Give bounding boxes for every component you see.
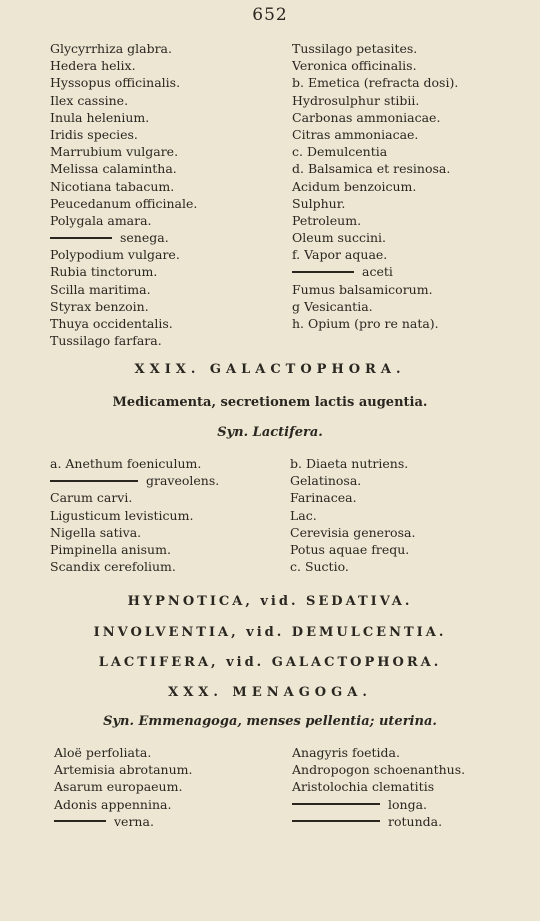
- list-item-text: d. Balsamica et resinosa.: [292, 161, 451, 177]
- list-item-text: verna.: [114, 813, 154, 829]
- list-item-text: Cerevisia generosa.: [290, 524, 416, 540]
- list-item-text: aceti: [362, 264, 393, 280]
- list-item: [50, 126, 197, 143]
- list-item: [50, 541, 219, 558]
- list-item-text: rotunda.: [388, 813, 443, 829]
- list-item-text: b. Emetica (refracta dosi).: [292, 75, 459, 91]
- list-item: [50, 246, 197, 263]
- list-item: [292, 57, 458, 74]
- list-item: [290, 489, 415, 506]
- list-item-text: c. Demulcentia: [292, 144, 388, 160]
- list-item: [292, 778, 465, 795]
- cross-ref-hypnotica: HYPNOTICA, vid. SEDATIVA.: [127, 594, 413, 609]
- list-item-text: Polypodium vulgare.: [50, 247, 180, 263]
- list-item: [50, 263, 197, 280]
- list-item: [290, 507, 415, 524]
- list-item-text: Ligusticum levisticum.: [50, 507, 194, 523]
- list-item-text: Anagyris foetida.: [292, 745, 400, 760]
- list-item-text: Tussilago petasites.: [292, 41, 418, 56]
- top-right-column: [292, 40, 458, 332]
- list-item-text: Ilex cassine.: [50, 92, 129, 108]
- list-item-text: c. Suctio.: [290, 559, 349, 575]
- section-30-left-column: [54, 744, 192, 830]
- list-item: [50, 109, 197, 126]
- list-item: [292, 178, 458, 195]
- section-29-subtitle: Medicamenta, secretionem lactis augentia.: [112, 395, 428, 410]
- list-item-text: Oleum succini.: [292, 230, 387, 246]
- list-item: [292, 126, 458, 143]
- list-item-text: Veronica officinalis.: [292, 58, 417, 74]
- list-item: [292, 212, 458, 229]
- list-item-text: Pimpinella anisum.: [50, 541, 171, 557]
- section-29-heading: XXIX. GALACTOPHORA.: [134, 362, 406, 377]
- page-number: 652: [252, 5, 288, 25]
- list-item: [290, 541, 415, 558]
- section-30-synonym: Syn. Emmenagoga, menses pellentia; uterina.: [103, 714, 437, 729]
- list-item: [50, 160, 197, 177]
- list-item: [292, 298, 458, 315]
- list-item: [50, 74, 197, 91]
- list-item-text: Nicotiana tabacum.: [50, 178, 175, 194]
- list-item-text: Hyssopus officinalis.: [50, 75, 181, 91]
- ditto-dash: [50, 237, 112, 239]
- list-item: [292, 263, 458, 280]
- list-item-text: Andropogon schoenanthus.: [292, 762, 466, 778]
- list-item-text: Peucedanum officinale.: [50, 195, 198, 211]
- list-item-text: graveolens.: [146, 473, 220, 489]
- list-item-text: Asarum europaeum.: [54, 779, 183, 795]
- list-item-text: Styrax benzoin.: [50, 298, 149, 314]
- list-item-text: g Vesicantia.: [292, 298, 373, 314]
- list-item-text: Aristolochia clematitis: [292, 779, 435, 795]
- list-item-text: Citras ammoniacae.: [292, 126, 419, 142]
- list-item: [290, 558, 415, 575]
- ditto-dash: [292, 271, 354, 273]
- list-item: [50, 558, 219, 575]
- list-item-text: Polygala amara.: [50, 212, 152, 228]
- list-item-text: Tussilago farfara.: [50, 333, 162, 349]
- list-item: [50, 332, 197, 349]
- list-item-text: Artemisia abrotanum.: [54, 762, 193, 778]
- list-item: [54, 761, 192, 778]
- list-item: [290, 472, 415, 489]
- section-30-right-column: [292, 744, 465, 830]
- list-item: [50, 315, 197, 332]
- list-item: [292, 813, 465, 830]
- list-item-text: Melissa calamintha.: [50, 161, 177, 177]
- cross-ref-involventia: INVOLVENTIA, vid. DEMULCENTIA.: [93, 625, 447, 640]
- list-item: [292, 40, 458, 57]
- list-item-text: Sulphur.: [292, 195, 346, 211]
- list-item-text: f. Vapor aquae.: [292, 247, 388, 263]
- list-item-text: Aloë perfoliata.: [54, 745, 152, 760]
- section-30-heading: XXX. MENAGOGA.: [168, 685, 372, 700]
- list-item: [292, 761, 465, 778]
- list-item-text: Carum carvi.: [50, 490, 133, 506]
- list-item-text: Petroleum.: [292, 212, 362, 228]
- list-item-text: h. Opium (pro re nata).: [292, 316, 439, 331]
- list-item-text: Marrubium vulgare.: [50, 144, 179, 160]
- list-item: [292, 74, 458, 91]
- list-item: [50, 57, 197, 74]
- ditto-dash: [50, 480, 138, 482]
- ditto-dash: [292, 820, 380, 822]
- list-item-text: Nigella sativa.: [50, 524, 142, 540]
- list-item: [290, 524, 415, 541]
- list-item-text: Acidum benzoicum.: [292, 178, 417, 194]
- list-item: [292, 315, 458, 332]
- list-item-text: b. Diaeta nutriens.: [290, 456, 409, 471]
- list-item-text: Inula helenium.: [50, 109, 150, 125]
- list-item-text: Thuya occidentalis.: [50, 316, 173, 331]
- list-item: [292, 744, 465, 761]
- list-item: [292, 246, 458, 263]
- top-left-column: [50, 40, 197, 349]
- list-item: [50, 298, 197, 315]
- section-29-right-column: [290, 455, 415, 575]
- list-item: [50, 524, 219, 541]
- list-item-text: a. Anethum foeniculum.: [50, 456, 202, 471]
- list-item: [292, 143, 458, 160]
- list-item-text: Rubia tinctorum.: [50, 264, 158, 280]
- list-item: [50, 92, 197, 109]
- list-item-text: Adonis appennina.: [54, 796, 172, 812]
- list-item: [290, 455, 415, 472]
- list-item: [292, 92, 458, 109]
- list-item: [292, 281, 458, 298]
- ditto-dash: [292, 803, 380, 805]
- list-item-text: Farinacea.: [290, 490, 357, 506]
- list-item-text: Scilla maritima.: [50, 281, 151, 297]
- list-item-text: Scandix cerefolium.: [50, 559, 176, 575]
- ditto-dash: [54, 820, 106, 822]
- list-item: [50, 489, 219, 506]
- section-29-synonym: Syn. Lactifera.: [217, 425, 323, 440]
- list-item: [50, 229, 197, 246]
- list-item: [292, 195, 458, 212]
- list-item-text: senega.: [120, 230, 169, 246]
- list-item-text: Iridis species.: [50, 126, 138, 142]
- list-item-text: Gelatinosa.: [290, 473, 362, 489]
- list-item: [50, 195, 197, 212]
- list-item: [54, 796, 192, 813]
- list-item: [50, 143, 197, 160]
- list-item: [50, 281, 197, 298]
- list-item-text: Glycyrrhiza glabra.: [50, 41, 172, 56]
- section-29-left-column: [50, 455, 219, 575]
- list-item: [50, 212, 197, 229]
- list-item: [292, 160, 458, 177]
- list-item: [50, 472, 219, 489]
- list-item: [50, 178, 197, 195]
- list-item-text: longa.: [388, 796, 428, 812]
- list-item: [54, 778, 192, 795]
- list-item-text: Fumus balsamicorum.: [292, 281, 433, 297]
- list-item: [50, 455, 219, 472]
- list-item: [54, 813, 192, 830]
- list-item-text: Hydrosulphur stibii.: [292, 92, 420, 108]
- list-item: [50, 507, 219, 524]
- list-item-text: Lac.: [290, 507, 317, 523]
- list-item: [292, 796, 465, 813]
- list-item: [50, 40, 197, 57]
- list-item: [54, 744, 192, 761]
- list-item-text: Carbonas ammoniacae.: [292, 109, 441, 125]
- cross-ref-lactifera: LACTIFERA, vid. GALACTOPHORA.: [98, 655, 442, 670]
- list-item: [292, 229, 458, 246]
- list-item: [292, 109, 458, 126]
- list-item-text: Potus aquae frequ.: [290, 541, 410, 557]
- list-item-text: Hedera helix.: [50, 58, 136, 74]
